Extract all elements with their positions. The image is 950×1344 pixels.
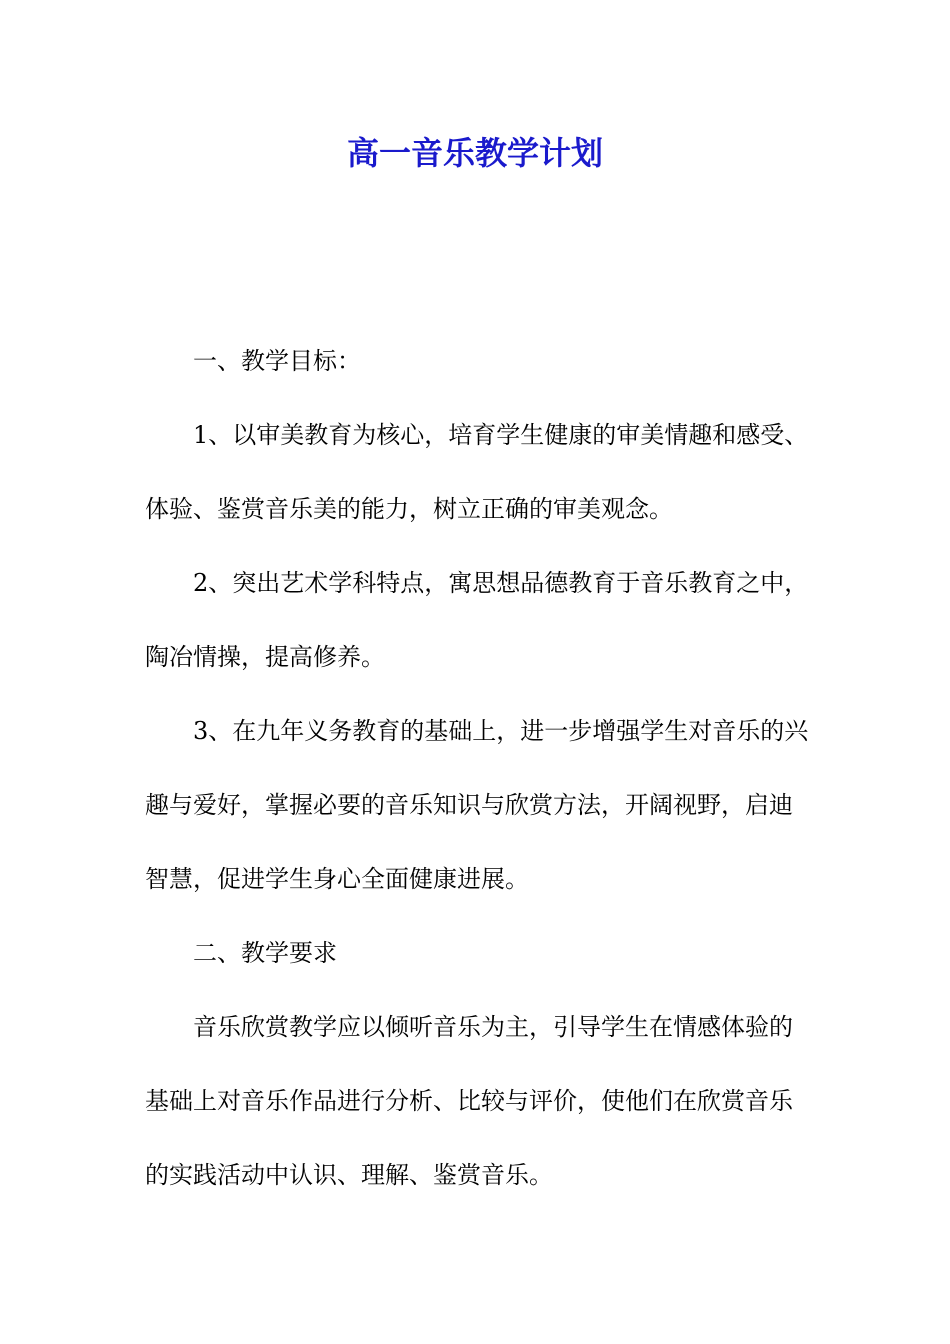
paragraph-requirements: 音乐欣赏教学应以倾听音乐为主，引导学生在情感体验的基础上对音乐作品进行分析、比较与评价，使他们在欣赏音乐的实践活动中认识、理解、鉴赏音乐。 bbox=[145, 1013, 793, 1189]
paragraph-objective-1: 1、以审美教育为核心，培育学生健康的审美情趣和感受、体验、鉴赏音乐美的能力，树立正确的审美观念。 bbox=[145, 421, 809, 523]
document-title: 高一音乐教学计划 bbox=[346, 134, 603, 172]
section-heading-objectives: 一、教学目标： bbox=[193, 347, 361, 375]
paragraph-objective-3: 3、在九年义务教育的基础上，进一步增强学生对音乐的兴趣与爱好，掌握必要的音乐知识与欣赏方法，开阔视野，启迪智慧，促进学生身心全面健康进展。 bbox=[145, 717, 809, 893]
section-heading-requirements: 二、教学要求 bbox=[193, 939, 337, 967]
document-body bbox=[145, 324, 810, 1212]
paragraph-objective-2: 2、突出艺术学科特点，寓思想品德教育于音乐教育之中，陶冶情操，提高修养。 bbox=[145, 569, 809, 671]
